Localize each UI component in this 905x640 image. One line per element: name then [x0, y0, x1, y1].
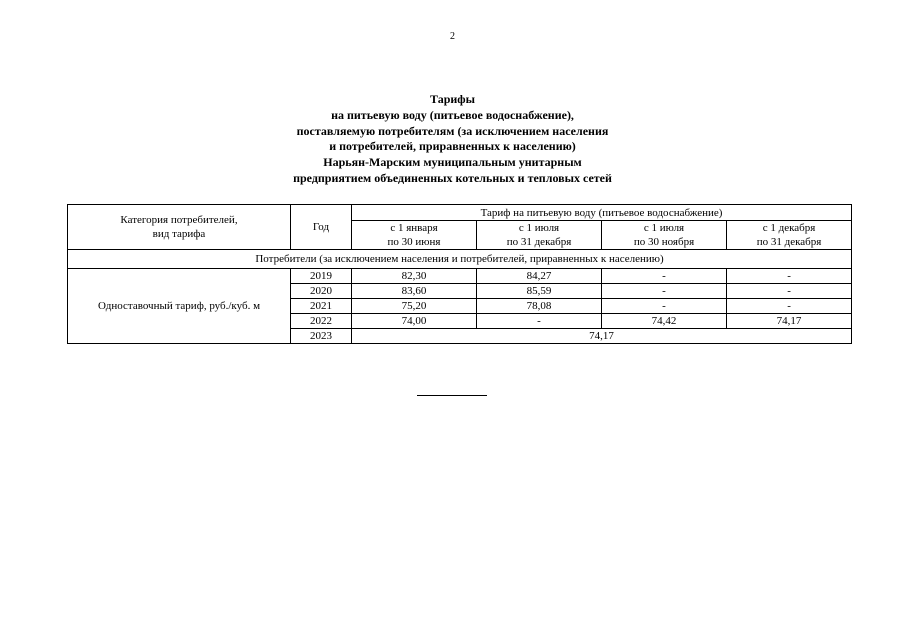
value-cell: 75,20	[352, 299, 477, 314]
header-period-to: по 31 декабря	[506, 236, 572, 248]
value-cell: 82,30	[352, 269, 477, 284]
table-header-row	[68, 205, 852, 221]
header-period-from: с 1 июля	[643, 222, 685, 234]
table-section-row	[68, 250, 852, 269]
header-period	[352, 221, 477, 250]
value-cell: 85,59	[477, 284, 602, 299]
year-cell: 2020	[291, 284, 352, 299]
tariff-table	[67, 204, 852, 344]
header-category-line: Категория потребителей,	[120, 214, 238, 226]
header-period-to: по 30 ноября	[633, 236, 695, 248]
title-line: на питьевую воду (питьевое водоснабжение),	[331, 107, 574, 122]
header-period-from: с 1 июля	[518, 222, 560, 234]
value-cell: -	[602, 269, 727, 284]
header-period-to: по 31 декабря	[756, 236, 822, 248]
value-cell: 84,27	[477, 269, 602, 284]
header-category-line: вид тарифа	[152, 228, 206, 240]
header-period-from: с 1 января	[390, 222, 438, 234]
year-cell: 2022	[291, 314, 352, 329]
header-period-to: по 30 июня	[387, 236, 441, 248]
value-cell: -	[602, 284, 727, 299]
value-cell: -	[727, 299, 852, 314]
title-line: предприятием объединенных котельных и тепловых сетей	[293, 170, 612, 185]
header-category	[68, 205, 291, 250]
title-line: Нарьян-Марским муниципальным унитарным	[323, 155, 582, 170]
header-period	[477, 221, 602, 250]
year-cell: 2019	[291, 269, 352, 284]
header-year: Год	[291, 205, 352, 250]
header-period	[727, 221, 852, 250]
title-line: поставляемую потребителям (за исключением населения	[296, 123, 609, 138]
table-row	[68, 269, 852, 284]
value-cell: -	[727, 269, 852, 284]
year-cell: 2021	[291, 299, 352, 314]
header-period	[602, 221, 727, 250]
value-cell: -	[727, 284, 852, 299]
value-cell: 83,60	[352, 284, 477, 299]
value-cell: 74,42	[602, 314, 727, 329]
section-label: Потребители (за исключением населения и потребителей, приравненных к населению)	[68, 250, 852, 269]
value-cell: 74,17	[727, 314, 852, 329]
title-line: Тарифы	[430, 92, 475, 106]
header-period-from: с 1 декабря	[762, 222, 816, 234]
value-cell: 78,08	[477, 299, 602, 314]
page-number: 2	[450, 31, 455, 42]
tariff-type-cell: Одноставочный тариф, руб./куб. м	[68, 269, 291, 344]
title-line: и потребителей, приравненных к населению)	[329, 139, 576, 154]
value-cell-merged: 74,17	[352, 329, 852, 344]
value-cell: -	[477, 314, 602, 329]
value-cell: 74,00	[352, 314, 477, 329]
year-cell: 2023	[291, 329, 352, 344]
footer-divider	[417, 395, 487, 396]
document-title	[0, 92, 905, 187]
header-tariff-group: Тариф на питьевую воду (питьевое водоснабжение)	[352, 205, 852, 221]
value-cell: -	[602, 299, 727, 314]
